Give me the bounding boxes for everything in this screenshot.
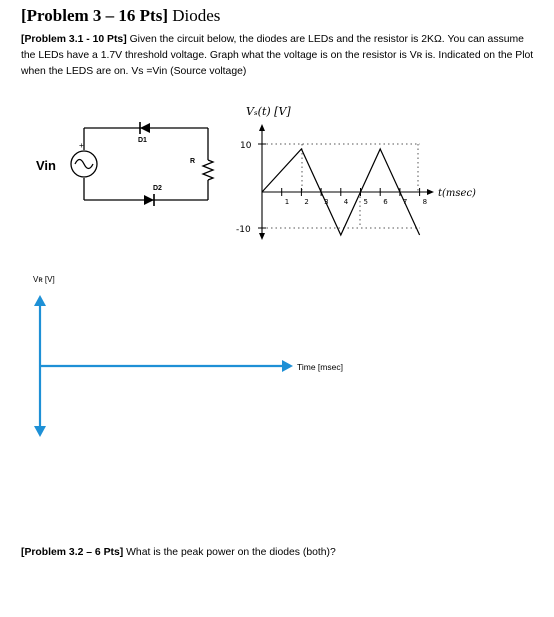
- d1-label: D1: [138, 137, 147, 144]
- x-tick-label: 4: [343, 198, 349, 206]
- blue-up-arrow-icon: [34, 295, 46, 306]
- source-plot-x-title: t(msec): [438, 188, 476, 199]
- x-tick-label: 5: [363, 198, 368, 206]
- resistor-label: R: [190, 158, 196, 165]
- problem-3-1-label: [Problem 3.1 - 10 Pts]: [21, 34, 127, 45]
- x-tick-label: 3: [324, 198, 329, 206]
- blue-right-arrow-icon: [282, 360, 293, 372]
- source-voltage-plot: [236, 105, 476, 240]
- vin-label: Vin: [36, 158, 56, 173]
- source-plot-y-title: Vₛ(t) [V]: [246, 105, 291, 118]
- resistor-plot-x-title: Time [msec]: [297, 362, 343, 372]
- problem-3-2-label: [Problem 3.2 – 6 Pts]: [21, 547, 124, 558]
- y-label-top: 10: [240, 141, 252, 151]
- x-axis-right-arrow-icon: [427, 189, 434, 195]
- y-axis-up-arrow-icon: [259, 124, 265, 131]
- blue-down-arrow-icon: [34, 426, 46, 437]
- resistor-voltage-plot: [33, 275, 343, 437]
- diode-d1-icon: [140, 122, 150, 134]
- x-tick-label: 7: [402, 198, 408, 206]
- resistor-plot-y-title: Vʀ [V]: [33, 275, 55, 284]
- resistor-icon: [203, 160, 213, 180]
- x-tick-label: 6: [383, 198, 388, 206]
- source-plus-label: +: [79, 141, 84, 150]
- problem-3-2-text: [21, 547, 336, 558]
- x-tick-label: 8: [422, 198, 428, 206]
- problem-3-2-body: What is the peak power on the diodes (both)?: [126, 547, 336, 558]
- y-label-bottom: -10: [236, 225, 251, 235]
- problem-3-heading-rest: Diodes: [172, 6, 221, 25]
- x-tick-label: 1: [284, 198, 290, 206]
- diode-d2-icon: [144, 194, 154, 206]
- y-axis-down-arrow-icon: [259, 233, 265, 240]
- sine-wave-icon: [75, 160, 93, 169]
- problem-3-1-body: Given the circuit below, the diodes are LEDs and the resistor is 2KΩ. You can assume the LEDs have a 1.7V threshold voltage. Graph what the voltage is on the resistor is Vʀ is. Indicated on the Plot when the LEDS are on. Vs =Vin (Source voltage): [21, 34, 534, 77]
- problem-3-heading-bold: [Problem 3 – 16 Pts]: [21, 6, 168, 25]
- d2-label: D2: [153, 185, 162, 192]
- x-tick-label: 2: [304, 198, 309, 206]
